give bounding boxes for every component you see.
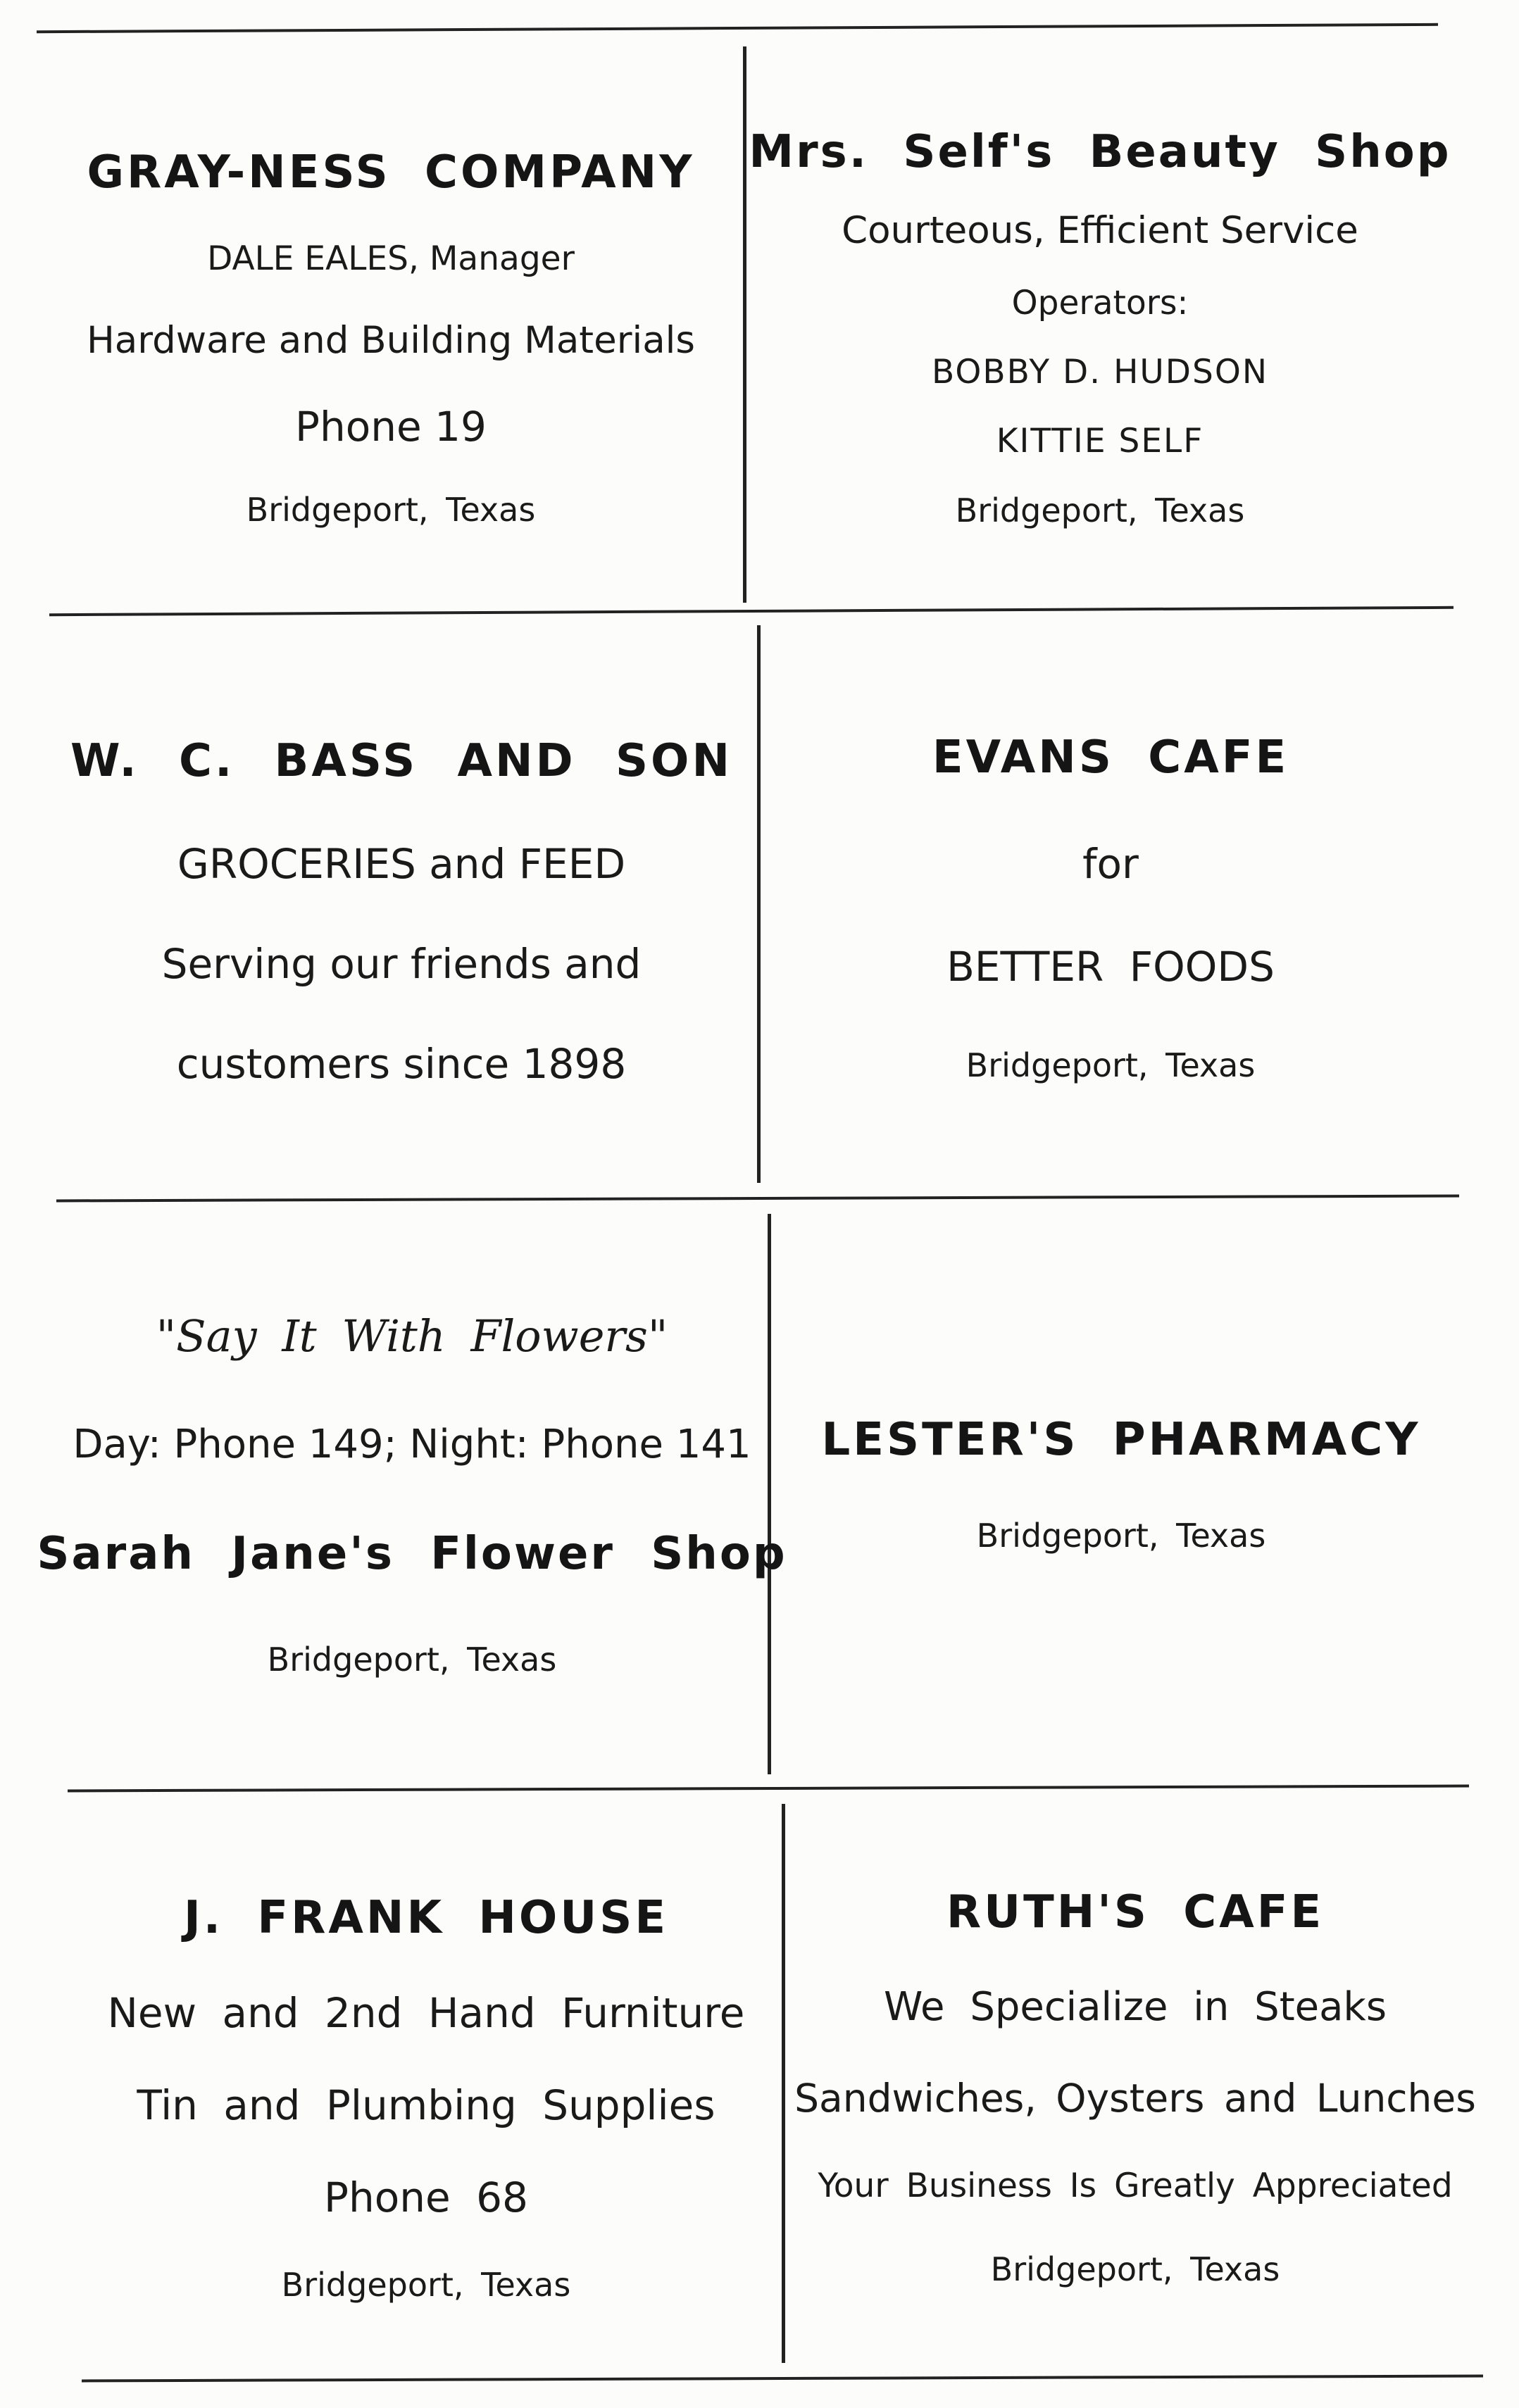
tagline: Courteous, Efficient Service <box>842 209 1358 253</box>
operator-name: BOBBY D. HUDSON <box>932 352 1268 391</box>
slogan-line-1: Serving our friends and <box>161 940 642 989</box>
operator-name: KITTIE SELF <box>996 422 1204 461</box>
slogan: "Say It With Flowers" <box>156 1310 668 1362</box>
divider-row-1 <box>743 46 746 603</box>
city-line: Bridgeport, Texas <box>281 2265 571 2304</box>
divider-row-2 <box>757 625 761 1183</box>
ad-j-frank-house <box>70 1798 782 2370</box>
city-line: Bridgeport, Texas <box>990 2250 1280 2289</box>
ad-gray-ness-company <box>42 49 739 606</box>
ad-ruths-cafe <box>787 1798 1484 2370</box>
slogan-line-2: BETTER FOODS <box>946 943 1275 991</box>
business-name: LESTER'S PHARMACY <box>821 1413 1421 1466</box>
divider-row-3 <box>768 1214 771 1774</box>
operators-label: Operators: <box>1011 283 1189 322</box>
slogan-line-1: for <box>1082 839 1139 888</box>
phone-line: Phone 68 <box>324 2173 528 2221</box>
business-name: RUTH'S CAFE <box>946 1886 1325 1938</box>
rule-row-1 <box>49 606 1454 616</box>
business-name: GRAY-NESS COMPANY <box>87 146 695 199</box>
ad-sarah-janes-flower-shop <box>37 1208 787 1774</box>
business-name: Sarah Jane's Flower Shop <box>37 1527 787 1580</box>
business-name: W. C. BASS AND SON <box>70 735 732 788</box>
ad-lesters-pharmacy <box>773 1208 1470 1774</box>
goods-line-2: Tin and Plumbing Supplies <box>137 2081 715 2129</box>
ad-wc-bass-and-son <box>49 620 754 1183</box>
goods-line: Hardware and Building Materials <box>86 318 696 362</box>
manager-line: DALE EALES, Manager <box>207 239 575 278</box>
rule-bottom <box>82 2375 1483 2383</box>
business-name: Mrs. Self's Beauty Shop <box>749 126 1451 179</box>
ad-evans-cafe <box>762 620 1459 1183</box>
city-line: Bridgeport, Texas <box>955 491 1245 529</box>
phone-line: Phone 19 <box>295 403 487 451</box>
slogan-line-2: customers since 1898 <box>176 1040 627 1089</box>
goods-line: GROCERIES and FEED <box>177 840 626 889</box>
divider-row-4 <box>782 1804 785 2363</box>
slogan-line-3: Your Business Is Greatly Appreciated <box>818 2166 1453 2205</box>
phone-line: Day: Phone 149; Night: Phone 141 <box>73 1422 751 1468</box>
goods-line-1: New and 2nd Hand Furniture <box>107 1989 745 2038</box>
city-line: Bridgeport, Texas <box>965 1046 1256 1085</box>
city-line: Bridgeport, Texas <box>246 491 536 529</box>
rule-row-3 <box>68 1785 1469 1793</box>
city-line: Bridgeport, Texas <box>267 1640 557 1679</box>
city-line: Bridgeport, Texas <box>976 1516 1266 1555</box>
business-name: J. FRANK HOUSE <box>183 1892 669 1945</box>
rule-top <box>37 23 1438 33</box>
business-name: EVANS CAFE <box>932 732 1289 784</box>
slogan-line-1: We Specialize in Steaks <box>883 1983 1387 2030</box>
ad-mrs-selfs-beauty-shop <box>748 46 1452 603</box>
slogan-line-2: Sandwiches, Oysters and Lunches <box>794 2075 1476 2121</box>
rule-row-2 <box>56 1195 1459 1203</box>
